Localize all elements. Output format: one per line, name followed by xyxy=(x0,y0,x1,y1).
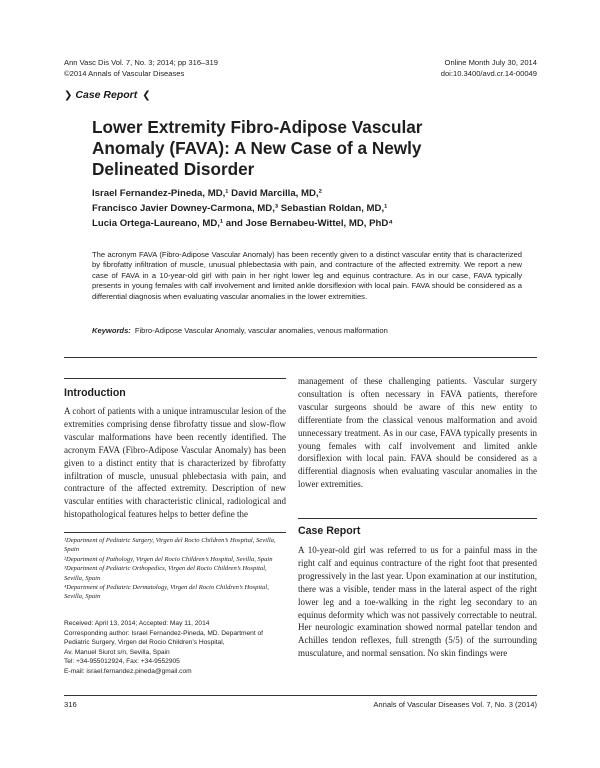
introduction-heading: Introduction xyxy=(64,387,126,399)
affiliations xyxy=(64,536,286,602)
case-report-heading: Case Report xyxy=(298,525,361,537)
affiliation: ²Department of Pathology, Virgen del Rocio Children’s Hospital, Sevilla, Spain xyxy=(64,555,273,563)
page-number: 316 xyxy=(64,700,77,709)
affiliation: ⁴Department of Pediatric Dermatology, Virgen del Rocio Children’s Hospital, Sevilla, Spain xyxy=(64,584,269,601)
copyright: ©2014 Annals of Vascular Diseases xyxy=(64,68,185,78)
email: E-mail: israel.fernandez.pineda@gmail.com xyxy=(64,667,192,675)
chevron-left-icon: ❮ xyxy=(142,89,149,101)
keywords-text: Fibro-Adipose Vascular Anomaly, vascular anomalies, venous malformation xyxy=(134,326,388,335)
received-dates: Received: April 13, 2014; Accepted: May 11, 2014 xyxy=(64,620,210,627)
author-line: Francisco Javier Downey-Carmona, MD,³ Sebastian Roldan, MD,¹ xyxy=(92,203,388,214)
section-divider xyxy=(64,357,537,358)
abstract: The acronym FAVA (Fibro-Adipose Vascular Anomaly) has been recently given to a distinct vascular entity that is characterized by fibrofatty infiltration of muscle, unusual phlebectasia with pain, and contracture of the affected extremity. We report a new case of FAVA in a 10-year-old girl with pain in her right lower leg and equinus contracture. As in our case, FAVA typically presents in young females with calf involvement and limited ankle dorsiflexion with local pain. FAVA should be considered as a differential diagnosis when evaluating vascular anomalies in the lower extremities. xyxy=(92,250,522,301)
article-type-label: Case Report xyxy=(75,89,138,101)
corresponding-author: Corresponding author: Israel Fernandez-Pineda, MD. Department of Pediatric Surgery, Virgen del Rocio Children’s Hospital, xyxy=(64,630,264,647)
case-report-rule xyxy=(298,518,537,519)
online-date: Online Month July 30, 2014 xyxy=(444,58,537,67)
case-report-text: A 10-year-old girl was referred to us for a painful mass in the right calf and equinus contracture of the right foot that presented progressively in the last year. Upon examination at our institution, there was a visible, tender mass in the lateral aspect of the right lower leg and a toe-walking in the right leg secondary to an equinus deformity which was not passively correctable to neutral. Her neurologic examination showed normal patellar tendon and Achilles tendon reflexes, full strength (5/5) of the surrounding musculature, and normal sensation. No skin findings were xyxy=(298,545,537,659)
keywords-label: Keywords: xyxy=(92,326,131,335)
article-title: Lower Extremity Fibro-Adipose Vascular Anomaly (FAVA): A New Case of a Newly Delineated Disorder xyxy=(92,117,423,179)
doi: doi:10.3400/avd.cr.14-00049 xyxy=(440,68,537,78)
author-line: Lucia Ortega-Laureano, MD,¹ and Jose Bernabeu-Wittel, MD, PhD⁴ xyxy=(92,218,394,229)
running-header-right xyxy=(300,58,537,79)
affiliation: ¹Department of Pediatric Surgery, Virgen del Rocio Children’s Hospital, Sevilla, Spain xyxy=(64,537,276,554)
introduction-text: A cohort of patients with a unique intramuscular lesion of the extremities comprising dense fibrofatty tissue and slow-flow vascular malformations have been recently identified. The acronym FAVA (Fibro-Adipose Vascular Anomaly) has been given to a distinct entity that is characterized by fibrofatty infiltration of muscle, unusual phlebectasia with pain, and contracture of the affected extremity. Description of new vascular entities with characteristic clinical, radiological and histopathological features helps to better define the xyxy=(64,406,286,520)
article-type-banner xyxy=(64,89,149,101)
author-line: Israel Fernandez-Pineda, MD,¹ David Marcilla, MD,² xyxy=(92,188,322,199)
affiliation: ³Department of Pediatric Orthopedics, Virgen del Rocio Children’s Hospital, Sevilla, Spain xyxy=(64,565,267,582)
chevron-right-icon: ❯ xyxy=(64,89,71,101)
footer-rule xyxy=(64,695,537,696)
footer-journal: Annals of Vascular Diseases Vol. 7, No. 3 (2014) xyxy=(373,700,537,709)
keywords xyxy=(92,326,522,335)
running-header-left xyxy=(64,58,324,79)
journal-citation: Ann Vasc Dis Vol. 7, No. 3; 2014; pp 316–319 xyxy=(64,58,218,67)
author-list xyxy=(92,186,452,231)
intro-continued-text: management of these challenging patients. Vascular surgery consultation is often necessary in FAVA patients, therefore vascular surgeons should be aware of this new entity to differentiate from the classical venous malformation and avoid unnecessary treatment. As in our case, FAVA typically presents in young females with calf involvement and limited ankle dorsiflexion with local pain. FAVA should be considered as a differential diagnosis when evaluating vascular anomalies in the lower extremities. xyxy=(298,376,537,490)
phone-fax: Tel: +34-955012924, Fax: +34-9552905 xyxy=(64,658,180,666)
introduction-rule xyxy=(64,378,286,379)
correspondence xyxy=(64,629,286,676)
address: Av. Manuel Siurot s/n, Sevilla, Spain xyxy=(64,648,170,656)
footnote-rule xyxy=(64,532,286,533)
